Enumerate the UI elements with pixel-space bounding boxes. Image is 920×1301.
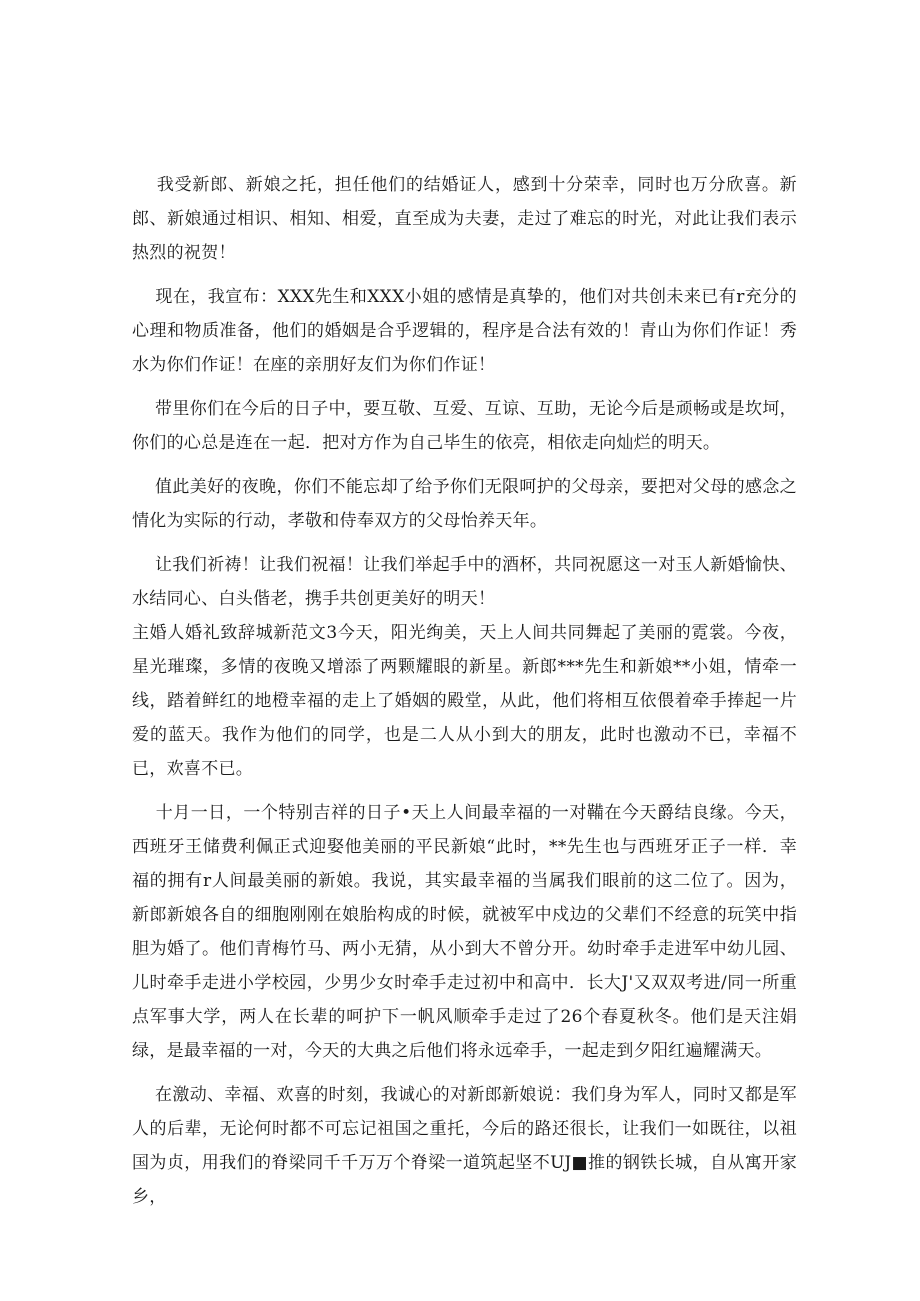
paragraph-military-closing: 在激动、幸福、欢喜的时刻，我诚心的对新郎新娘说：我们身为军人，同时又都是军人的后辈，无论何时都不可忘记祖国之重托，今后的路还很长，让我们一如既往，以祖国为贞，用我们的脊梁同千千万万个脊梁一道筑起坚不UJ■推的钢铁长城，自从寓开家乡， bbox=[132, 1085, 797, 1207]
paragraph-sample-3-opening: 主婚人婚礼致辞城新范文3今天，阳光绚美，天上人间共同舞起了美丽的霓裳。今夜，星光璀璨，多情的夜晚又增添了两颗耀眼的新星。新郎***先生和新娘**小姐，情牵一线，踏着鲜红的地橙幸福的走上了婚姻的殿堂，从此，他们将相互依偎着牵手捧起一片爱的蓝天。我作为他们的同学，也是二人从小到大的朋友，此时也激动不已，幸福不已，欢喜不已。 bbox=[132, 623, 797, 779]
paragraph-october-first: 十月一日，一个特别吉祥的日子•天上人间最幸福的一对鞴在今天爵结良缘。今天，西班牙王储费利佩正式迎娶他美丽的平民新娘“此时，**先生也与西班牙正子一样．幸福的拥有r人间最美丽的新娘。我说，其实最幸福的当属我们眼前的这二位了。因为，新郎新娘各自的细胞刚刚在娘胎构成的时候，就被军中戍边的父辈们不经意的玩笑中指胆为婚了。他们青梅竹马、两小无猜，从小到大不曾分开。幼时牵手走进军中幼儿园、儿时牵手走进小学校园，少男少女时牵手走过初中和高中．长大J'又双双考进/同一所重点军事大学，两人在长辈的呵护下一帆风顺牵手走过了26个春夏秋冬。他们是天注娟绿，是最幸福的一对，今天的大典之后他们将永远牵手，一起走到夕阳红遍耀满天。 bbox=[132, 803, 797, 1061]
paragraph-mutual-respect: 带里你们在今后的日子中，要互敬、互爱、互谅、互助，无论今后是顽畅或是坎坷，你们的心总是连在一起．把对方作为自己毕生的依亮，相依走向灿烂的明天。 bbox=[132, 399, 797, 453]
paragraph-declaration: 现在，我宣布：XXX先生和XXX小姐的感情是真挚的，他们对共创未来已有r充分的心理和物质准备，他们的婚姻是合乎逻辑的，程序是合法有效的！青山为你们作证！秀水为你们作证！在座的亲朋好友们为你们作证！ bbox=[132, 287, 797, 375]
paragraph-witness-intro: 我受新郎、新娘之托，担任他们的结婚证人，感到十分荣幸，同时也万分欣喜。新郎、新娘通过相识、相知、相爱，直至成为夫妻，走过了难忘的时光，对此让我们表示热烈的祝贺！ bbox=[132, 175, 797, 263]
paragraph-parents: 值此美好的夜晚，你们不能忘却了给予你们无限呵护的父母亲，要把对父母的感念之情化为实际的行动，孝敬和侍奉双方的父母怡养天年。 bbox=[132, 477, 797, 531]
document-body bbox=[132, 168, 797, 1214]
paragraph-blessing: 让我们祈祷！让我们祝福！让我们举起手中的酒杯，共同祝愿这一对玉人新婚愉快、水结同心、白头偕老，携手共创更美好的明天！ bbox=[132, 555, 797, 609]
